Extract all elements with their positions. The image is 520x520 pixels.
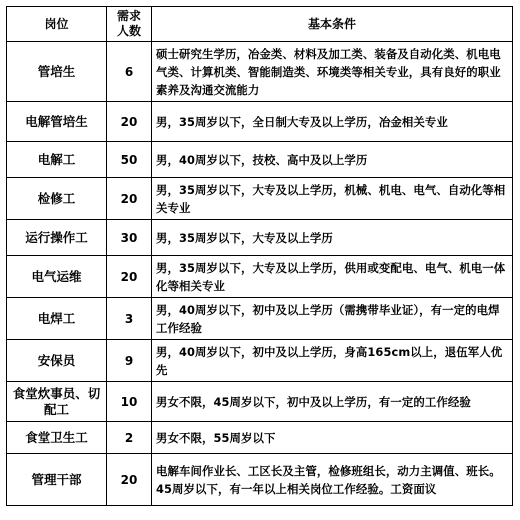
count-cell: 20 [107,454,152,506]
conditions-cell: 男，35周岁以下，全日制大专及以上学历，冶金相关专业 [152,102,513,142]
conditions-cell: 男，40周岁以下，初中及以上学历，身高165cm以上，退伍军人优先 [152,340,513,382]
header-count-text: 需求人数 [116,9,141,38]
table-row [7,178,513,220]
position-cell: 电解工 [7,142,107,178]
count-cell: 30 [107,220,152,256]
position-cell: 安保员 [7,340,107,382]
conditions-cell: 男，35周岁以下，大专及以上学历，供用或变配电、电气、机电一体化等相关专业 [152,256,513,298]
count-cell: 9 [107,340,152,382]
count-cell: 20 [107,102,152,142]
header-conditions: 基本条件 [152,7,513,42]
table-row [7,256,513,298]
table-row [7,422,513,454]
position-cell: 管理干部 [7,454,107,506]
conditions-cell: 电解车间作业长、工区长及主管，检修班组长，动力主调值、班长。45周岁以下，有一年以上相关岗位工作经验。工资面议 [152,454,513,506]
conditions-cell: 男，35周岁以下，大专及以上学历 [152,220,513,256]
count-cell: 3 [107,298,152,340]
table-row [7,454,513,506]
count-cell: 50 [107,142,152,178]
header-position: 岗位 [7,7,107,42]
position-cell: 食堂炊事员、切配工 [7,382,107,422]
position-cell: 电解管培生 [7,102,107,142]
position-cell: 食堂卫生工 [7,422,107,454]
count-cell: 2 [107,422,152,454]
position-cell: 管培生 [7,42,107,102]
table-row [7,102,513,142]
table-row [7,382,513,422]
position-cell: 运行操作工 [7,220,107,256]
header-count [107,7,152,42]
conditions-cell: 硕士研究生学历，冶金类、材料及加工类、装备及自动化类、机电电气类、计算机类、智能制造类、环境类等相关专业，具有良好的职业素养及沟通交流能力 [152,42,513,102]
table-row [7,42,513,102]
count-cell: 20 [107,178,152,220]
conditions-cell: 男，35周岁以下，大专及以上学历，机械、机电、电气、自动化等相关专业 [152,178,513,220]
count-cell: 10 [107,382,152,422]
conditions-cell: 男女不限，45周岁以下，初中及以上学历，有一定的工作经验 [152,382,513,422]
table-row [7,220,513,256]
count-cell: 6 [107,42,152,102]
position-cell: 检修工 [7,178,107,220]
conditions-cell: 男女不限，55周岁以下 [152,422,513,454]
recruitment-table [6,6,513,506]
conditions-cell: 男，40周岁以下，初中及以上学历（需携带毕业证），有一定的电焊工作经验 [152,298,513,340]
table-row [7,340,513,382]
position-cell: 电焊工 [7,298,107,340]
position-cell: 电气运维 [7,256,107,298]
header-row [7,7,513,42]
conditions-cell: 男，40周岁以下，技校、高中及以上学历 [152,142,513,178]
table-row [7,298,513,340]
count-cell: 20 [107,256,152,298]
table-row [7,142,513,178]
